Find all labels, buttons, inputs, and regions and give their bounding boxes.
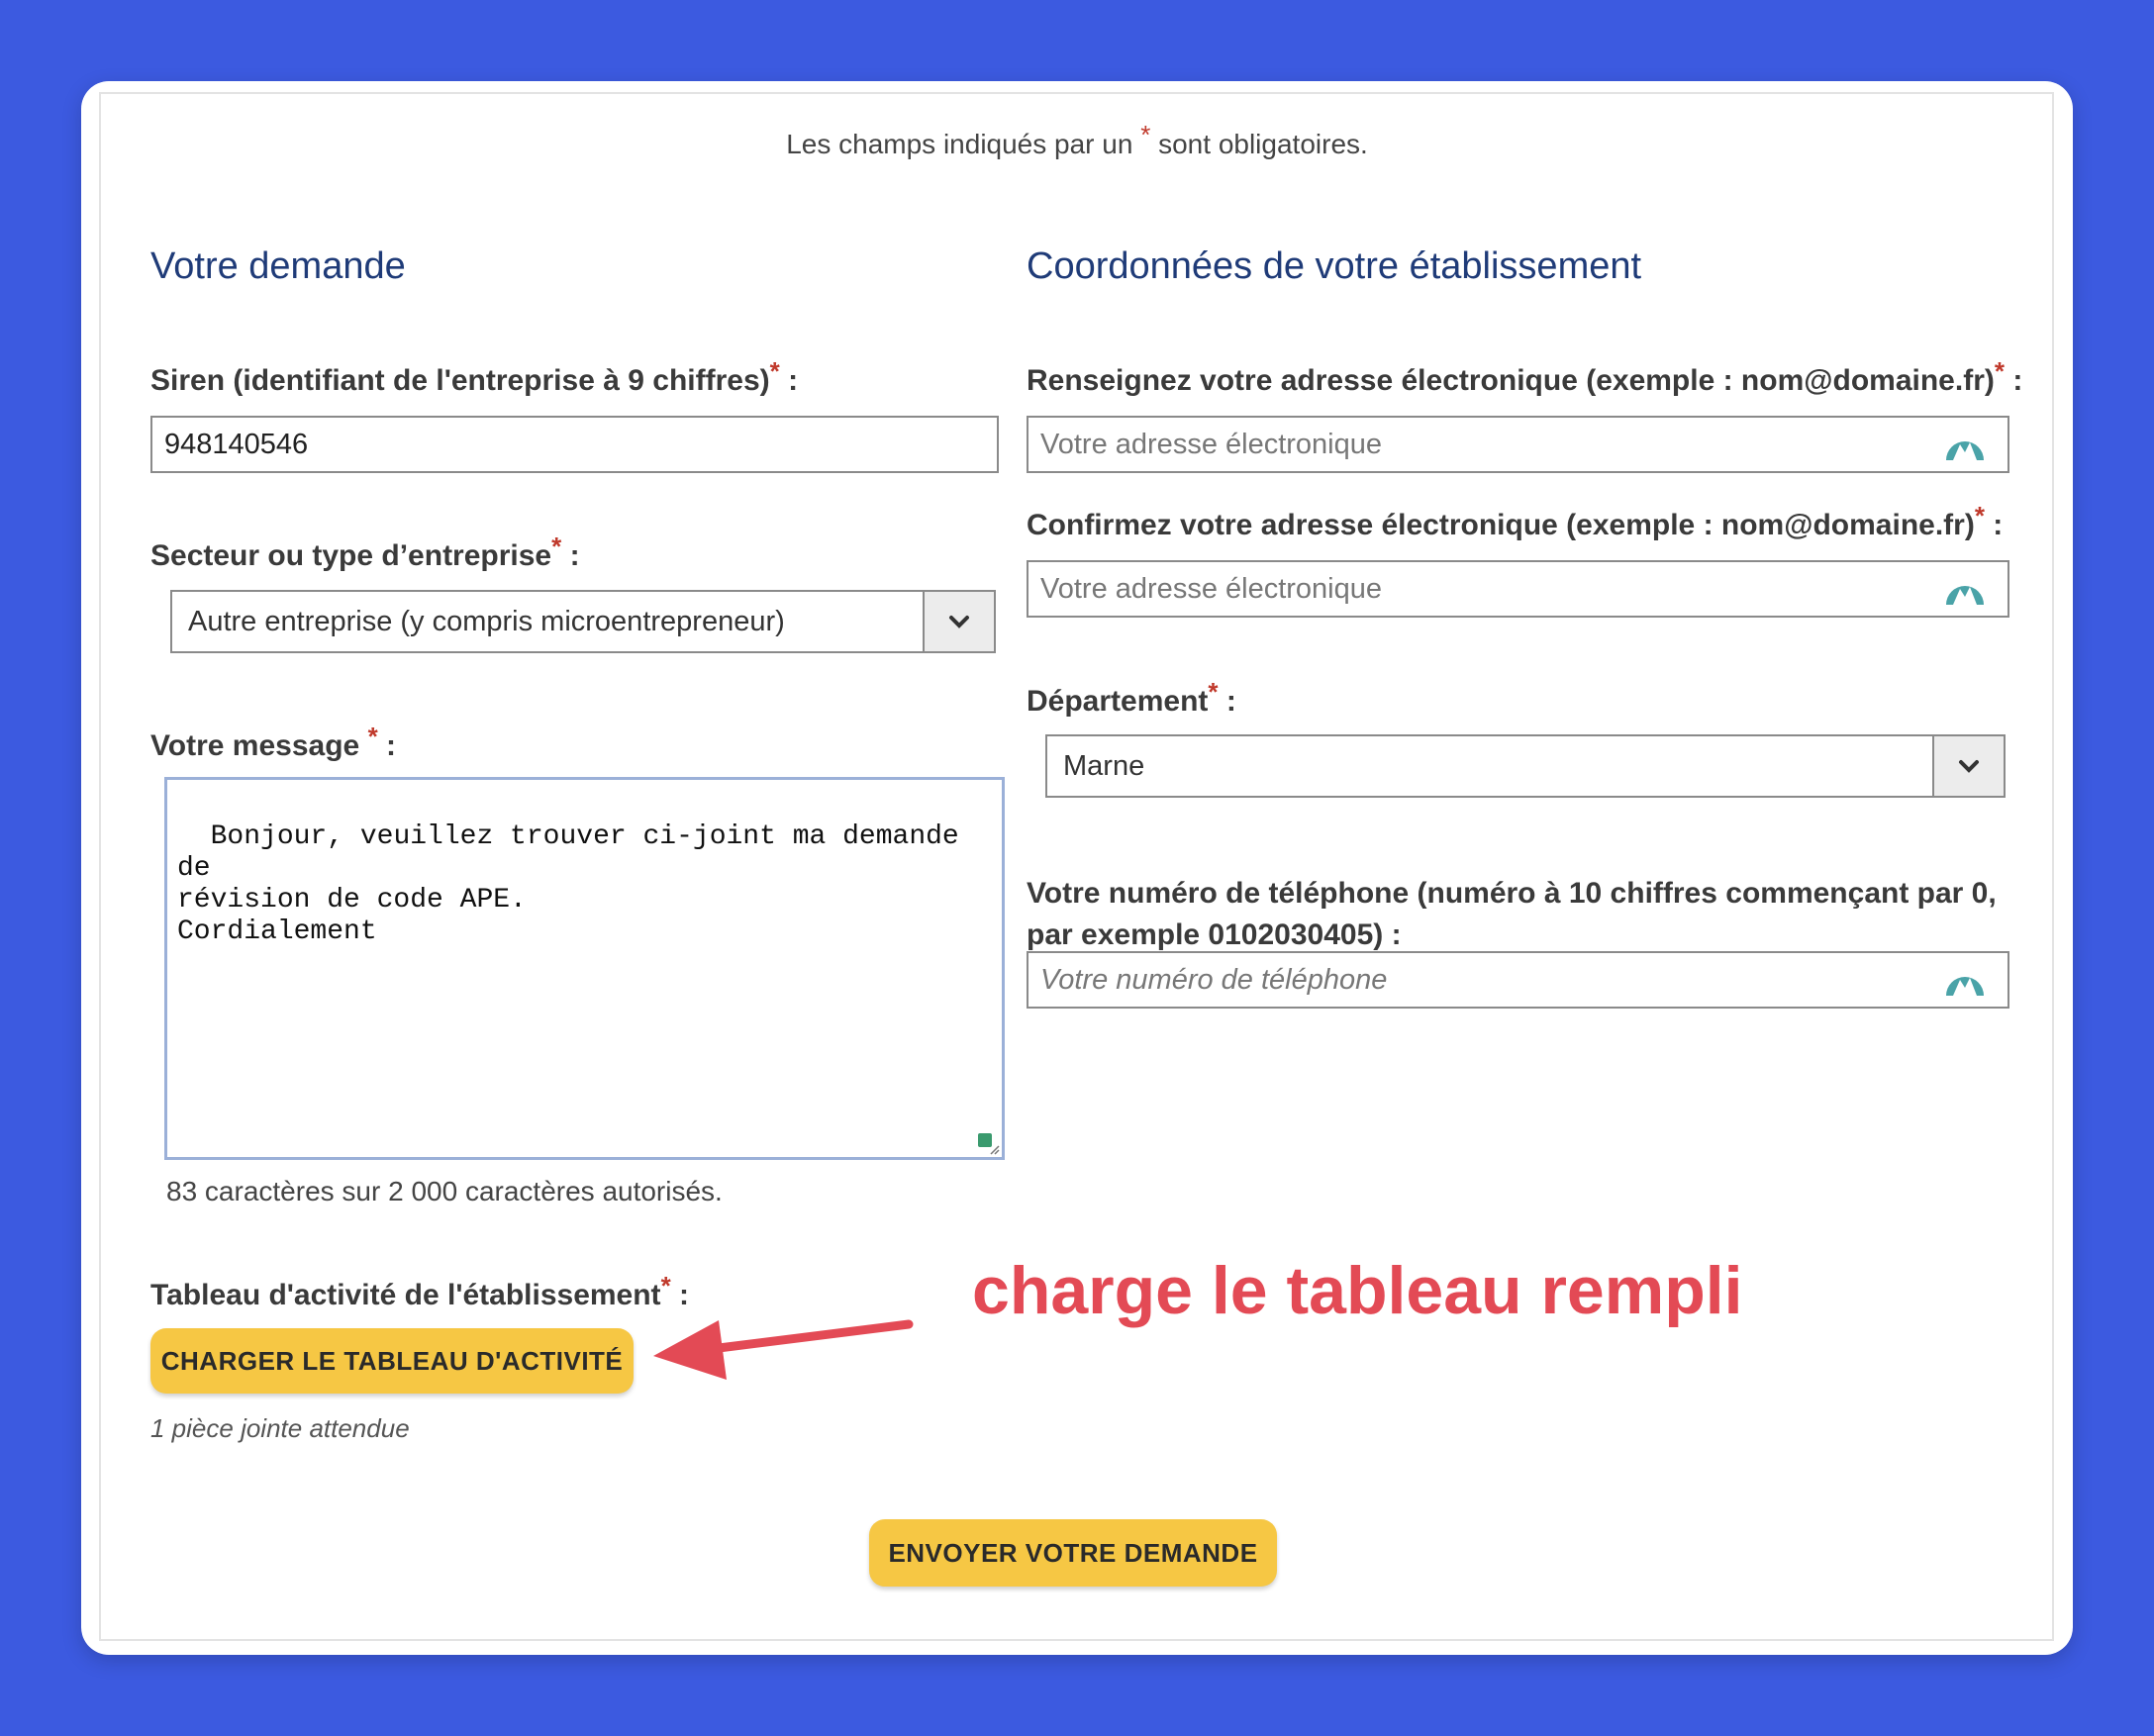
upload-activity-table-button[interactable]: CHARGER LE TABLEAU D'ACTIVITÉ xyxy=(150,1328,634,1394)
notice-text-before: Les champs indiqués par un xyxy=(786,129,1133,159)
phone-placeholder: Votre numéro de téléphone xyxy=(1040,963,1388,996)
chevron-down-icon[interactable] xyxy=(923,592,994,651)
password-manager-icon[interactable] xyxy=(1944,427,1986,462)
siren-input[interactable] xyxy=(150,416,999,473)
department-selected-value: Marne xyxy=(1063,749,1145,782)
password-manager-icon[interactable] xyxy=(1944,962,1986,998)
sector-selected-value: Autre entreprise (y compris microentrepreneur) xyxy=(188,605,785,637)
siren-label: Siren (identifiant de l'entreprise à 9 chiffres)* : xyxy=(150,356,799,397)
email-confirm-label: Confirmez votre adresse électronique (exemple : nom@domaine.fr)* : xyxy=(1027,501,2004,541)
annotation-arrow-icon xyxy=(643,1306,921,1386)
character-counter: 83 caractères sur 2 000 caractères autorisés. xyxy=(166,1176,723,1206)
department-select[interactable] xyxy=(1045,734,2006,798)
resize-handle-icon[interactable] xyxy=(986,1141,1000,1155)
department-label: Département* : xyxy=(1027,677,1236,718)
email-label: Renseignez votre adresse électronique (exemple : nom@domaine.fr)* : xyxy=(1027,356,2023,397)
required-star: * xyxy=(1140,120,1151,149)
sector-label: Secteur ou type d’entreprise* : xyxy=(150,531,580,572)
notice-text-after: sont obligatoires. xyxy=(1158,129,1368,159)
attachment-hint: 1 pièce jointe attendue xyxy=(150,1413,410,1443)
annotation-text: charge le tableau rempli xyxy=(972,1253,1743,1328)
message-value: Bonjour, veuillez trouver ci-joint ma demande de révision de code APE. Cordialement xyxy=(177,821,959,947)
siren-value: 948140546 xyxy=(164,428,309,460)
email-input[interactable] xyxy=(1027,416,2009,473)
chevron-down-icon[interactable] xyxy=(1932,736,2004,796)
submit-button[interactable]: ENVOYER VOTRE DEMANDE xyxy=(869,1519,1277,1587)
required-fields-notice xyxy=(0,120,2154,160)
email-confirm-input[interactable] xyxy=(1027,560,2009,618)
email-confirm-placeholder: Votre adresse électronique xyxy=(1040,572,1382,605)
phone-label: Votre numéro de téléphone (numéro à 10 chiffres commençant par 0, par exemple 0102030405) : xyxy=(1027,877,1997,951)
phone-input[interactable] xyxy=(1027,951,2009,1009)
activity-table-label: Tableau d'activité de l'établissement* : xyxy=(150,1271,690,1311)
sector-select[interactable] xyxy=(170,590,996,653)
message-label: Votre message * : xyxy=(150,722,397,762)
section-heading-request: Votre demande xyxy=(150,245,406,287)
password-manager-icon[interactable] xyxy=(1944,571,1986,607)
message-textarea[interactable] xyxy=(164,777,1005,1160)
email-placeholder: Votre adresse électronique xyxy=(1040,428,1382,460)
section-heading-establishment: Coordonnées de votre établissement xyxy=(1027,245,1642,287)
